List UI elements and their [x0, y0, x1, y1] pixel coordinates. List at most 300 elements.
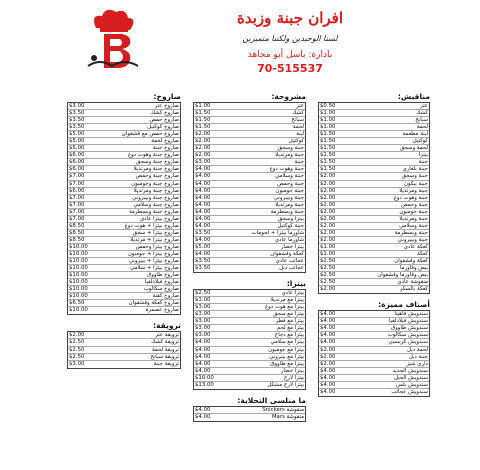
- menu-item-row: [319, 375, 429, 382]
- menu-item-row: [319, 181, 429, 188]
- menu-item-name: صاروخ جبنة ومرتديلا: [133, 166, 179, 173]
- menu-item-name: جبنة وحمص: [401, 201, 428, 208]
- menu-item-row: [319, 195, 429, 202]
- menu-item-row: [319, 216, 429, 223]
- menu-item-name: سبانخ: [291, 117, 304, 124]
- menu-item-row: [68, 258, 180, 265]
- menu-item-price: $4.00: [195, 360, 211, 367]
- menu-item-price: $2.00: [320, 353, 336, 360]
- menu-item-price: $2.00: [320, 346, 336, 353]
- menu-item-price: $2.00: [69, 332, 85, 339]
- menu-item-name: لحمة: [416, 124, 428, 131]
- menu-item-price: $2.50: [69, 353, 85, 360]
- menu-item-name: ترويقة سبانخ: [150, 353, 179, 360]
- menu-item-row: [68, 237, 180, 244]
- menu-item-row: [319, 237, 429, 244]
- menu-column-right: [318, 92, 430, 397]
- menu-item-row: [194, 332, 305, 339]
- menu-item-price: $4.00: [320, 381, 336, 388]
- menu-item-name: بيتزا مع فطر: [275, 318, 304, 325]
- menu-item-name: لحمة وسجق: [400, 145, 428, 152]
- menu-item-row: [319, 117, 429, 124]
- menu-item-row: [319, 318, 429, 325]
- menu-item-name: منقوشة Mars: [271, 413, 304, 420]
- menu-item-row: [319, 347, 429, 354]
- menu-item-row: [319, 389, 429, 396]
- menu-item-name: جبنة ومرتديلا: [399, 215, 428, 222]
- menu-item-row: [68, 307, 180, 314]
- section-table: [67, 102, 181, 315]
- menu-item-price: $4.00: [320, 318, 336, 325]
- menu-item-name: عتر: [420, 103, 428, 109]
- menu-item-row: [194, 230, 305, 237]
- menu-item-price: $4.00: [320, 325, 336, 332]
- brand-header: [195, 8, 385, 76]
- menu-item-price: $1.00: [320, 110, 336, 117]
- menu-item-row: [319, 361, 429, 368]
- menu-item-name: صاروخ جبنة وبيبروني: [132, 194, 179, 201]
- menu-item-price: $2.00: [320, 173, 336, 180]
- menu-item-name: جبنة وسلامي: [399, 222, 428, 229]
- menu-item-row: [68, 216, 180, 223]
- menu-item-price: $2.00: [320, 229, 336, 236]
- menu-item-name: ترويقة عتر: [155, 332, 179, 339]
- menu-item-name: جبنة بلغاري: [402, 166, 428, 173]
- menu-item-name: لحمة: [292, 124, 304, 131]
- chef-hat-logo-icon: [82, 6, 142, 76]
- menu-item-price: $1.50: [320, 159, 336, 166]
- menu-item-name: جبنة وهوت دوغ: [269, 166, 304, 173]
- menu-item-name: جبنة وسجق: [277, 145, 304, 152]
- menu-item-row: [194, 166, 305, 173]
- menu-item-name: صاروخ بيتزا وحمص: [135, 243, 179, 250]
- menu-item-price: $4.00: [195, 208, 211, 215]
- menu-item-name: صاروخ جبنة وسلامي: [133, 201, 179, 208]
- menu-item-row: [319, 279, 429, 286]
- menu-item-name: لبنة: [296, 131, 304, 138]
- menu-item-price: $2.00: [320, 222, 336, 229]
- menu-item-row: [68, 195, 180, 202]
- menu-item-price: $7.00: [69, 194, 85, 201]
- menu-item-row: [68, 152, 180, 159]
- menu-item-name: صاروخ حمص مع قشقوان: [121, 131, 179, 138]
- menu-item-price: $4.00: [195, 353, 211, 360]
- menu-item-price: $3.00: [69, 360, 85, 367]
- menu-item-price: $5.00: [69, 145, 85, 152]
- menu-item-price: $5.00: [69, 131, 85, 138]
- menu-item-name: جبنة وبسطرمة: [270, 208, 304, 215]
- menu-item-name: صاروخ بيتزا + بيبروني: [128, 258, 179, 265]
- menu-item-row: [194, 375, 305, 382]
- menu-item-price: $2.00: [320, 194, 336, 201]
- menu-item-price: $1.50: [320, 138, 336, 145]
- section-title: مناقيش:: [397, 92, 430, 101]
- menu-item-name: بيتزا مع بيبروني: [269, 353, 304, 360]
- menu-item-price: $4.00: [320, 367, 336, 374]
- menu-item-row: [319, 382, 429, 389]
- menu-item-name: صاروخ بيتزا + هوت دوغ: [124, 222, 179, 229]
- menu-item-row: [68, 223, 180, 230]
- menu-item-row: [319, 325, 429, 332]
- menu-item-name: بيتزا لارج مشكل: [267, 381, 304, 388]
- menu-item-price: $1.50: [320, 131, 336, 138]
- menu-item-name: عجائب عادي: [275, 258, 304, 265]
- menu-item-price: $2.50: [320, 279, 336, 286]
- menu-item-price: $10.00: [69, 250, 88, 257]
- menu-item-price: $2.00: [320, 208, 336, 215]
- menu-item-price: $4.00: [195, 236, 211, 243]
- menu-item-name: سندويش بلس: [396, 381, 428, 388]
- menu-item-price: $3.50: [69, 117, 85, 124]
- menu-item-name: بيتزا مع سجق: [273, 311, 304, 318]
- menu-item-name: جبنة بيكون: [403, 180, 428, 187]
- section-title: ترويقة:: [153, 321, 181, 331]
- menu-item-name: صاروخ كفتة: [152, 293, 179, 300]
- menu-item-name: جبنة وسلامي: [275, 173, 304, 180]
- menu-item-row: [194, 209, 305, 216]
- menu-item-name: جبنة جومبون: [399, 208, 428, 215]
- menu-item-row: [68, 209, 180, 216]
- menu-item-name: صاروخ عصمرة: [145, 307, 179, 314]
- menu-item-row: [68, 244, 180, 251]
- menu-item-name: صاروخ بيتزا + مرتديلا: [130, 236, 179, 243]
- menu-item-name: جبنة وسجق: [401, 173, 428, 180]
- menu-item-price: $10.00: [69, 286, 88, 293]
- menu-item-price: $1.50: [320, 152, 336, 159]
- menu-item-row: [194, 237, 305, 244]
- menu-item-price: $4.00: [195, 413, 211, 420]
- section-title: مشروحة:: [271, 92, 306, 101]
- menu-item-row: [194, 173, 305, 180]
- menu-item-row: [68, 251, 180, 258]
- menu-item-price: $7.00: [69, 215, 85, 222]
- menu-item-name: جبنة وبيبروني: [273, 194, 304, 201]
- menu-item-price: $5.00: [195, 243, 211, 250]
- menu-item-row: [194, 138, 305, 145]
- menu-item-row: [194, 244, 305, 251]
- menu-item-price: $2.50: [69, 339, 85, 346]
- menu-item-price: $4.00: [195, 222, 211, 229]
- menu-item-price: $2.50: [320, 272, 336, 279]
- menu-item-name: بيض وقاورما: [399, 265, 428, 272]
- menu-item-row: [68, 230, 180, 237]
- menu-item-row: [194, 159, 305, 166]
- menu-item-row: [68, 138, 180, 145]
- menu-item-row: [194, 110, 305, 117]
- menu-item-row: [194, 382, 305, 389]
- menu-item-row: [319, 188, 429, 195]
- menu-item-name: بيتزا مع مرتديلا: [270, 297, 304, 304]
- menu-item-price: $2.50: [320, 258, 336, 265]
- menu-item-row: [68, 265, 180, 272]
- menu-item-row: [319, 272, 429, 279]
- menu-column-left: [67, 92, 181, 369]
- menu-item-row: [68, 181, 180, 188]
- menu-item-price: $2.00: [320, 215, 336, 222]
- menu-item-name: بيتزا وسجق: [277, 215, 304, 222]
- menu-item-price: $2.50: [195, 290, 211, 297]
- menu-item-row: [319, 311, 429, 318]
- menu-item-name: لبنة مطعمة: [402, 131, 428, 138]
- menu-item-row: [319, 110, 429, 117]
- menu-item-row: [194, 117, 305, 124]
- menu-item-name: صاروخ كوكتيل: [147, 124, 179, 131]
- section-table: [67, 331, 181, 368]
- menu-item-name: صاروخ بيتزا عادي: [139, 215, 179, 222]
- menu-item-row: [194, 325, 305, 332]
- menu-item-row: [194, 311, 305, 318]
- menu-item-price: $2.50: [320, 265, 336, 272]
- brand-slogan: لسنا الوحيدين ولكننا متميزين: [242, 34, 338, 43]
- menu-item-row: [68, 286, 180, 293]
- menu-item-name: صاروخ عتر: [154, 103, 179, 109]
- menu-item-price: $6.00: [69, 166, 85, 173]
- menu-item-row: [68, 339, 180, 346]
- menu-item-row: [194, 223, 305, 230]
- menu-item-price: $8.50: [69, 229, 85, 236]
- menu-item-price: $7.00: [69, 173, 85, 180]
- menu-item-price: $3.50: [195, 258, 211, 265]
- menu-item-row: [194, 251, 305, 258]
- menu-item-row: [319, 152, 429, 159]
- menu-item-row: [319, 138, 429, 145]
- menu-item-name: شاورما بيتزا + لحومات: [251, 229, 304, 236]
- menu-item-price: $4.00: [320, 332, 336, 339]
- menu-item-name: ترويقة كشك: [151, 339, 179, 346]
- menu-item-row: [194, 216, 305, 223]
- menu-item-row: [319, 265, 429, 272]
- section-table: [318, 310, 430, 397]
- menu-item-price: $0.50: [320, 103, 336, 109]
- menu-item-row: [194, 407, 305, 414]
- menu-item-row: [319, 286, 429, 293]
- menu-item-row: [319, 166, 429, 173]
- menu-item-price: $13.00: [195, 381, 214, 388]
- menu-item-name: كعكة بالسكر: [399, 286, 428, 293]
- menu-item-row: [194, 339, 305, 346]
- menu-item-name: جبنة جومبون: [275, 187, 304, 194]
- menu-item-name: بيتزا مع سلامي: [270, 339, 304, 346]
- menu-item-price: $10.00: [69, 279, 88, 286]
- menu-item-price: $10.00: [69, 293, 88, 300]
- menu-item-row: [319, 244, 429, 251]
- menu-item-name: كوكتيل: [412, 138, 428, 145]
- menu-item-price: $3.50: [69, 110, 85, 117]
- menu-item-row: [68, 159, 180, 166]
- menu-item-name: كعكة عادي: [403, 243, 428, 250]
- menu-item-name: سندويش سكالوب: [387, 332, 428, 339]
- menu-item-name: سندويش الجديد: [392, 367, 428, 374]
- section-title: أصناف مميزة:: [378, 300, 430, 310]
- menu-item-row: [194, 195, 305, 202]
- brand-name: افران جبنة وزبدة: [236, 9, 343, 27]
- brand-manager: بادارة: باسل أبو مجاهد: [247, 50, 333, 60]
- menu-item-row: [68, 145, 180, 152]
- menu-item-name: صاروخ جبنة ومرتديلا: [133, 187, 179, 194]
- menu-item-row: [68, 124, 180, 131]
- menu-item-price: $4.00: [195, 406, 211, 413]
- menu-item-row: [319, 124, 429, 131]
- brand-logo: [82, 6, 142, 76]
- menu-item-row: [194, 297, 305, 304]
- menu-item-price: $3.00: [195, 159, 211, 166]
- menu-item-price: $1.00: [195, 103, 211, 109]
- menu-item-price: $1.50: [195, 117, 211, 124]
- menu-item-price: $2.00: [320, 360, 336, 367]
- menu-item-row: [194, 188, 305, 195]
- menu-item-price: $1.50: [320, 145, 336, 152]
- menu-item-price: $10.00: [195, 374, 214, 381]
- menu-item-row: [194, 124, 305, 131]
- menu-item-price: $8.50: [69, 222, 85, 229]
- menu-item-name: بيتزا خضار: [280, 243, 304, 250]
- menu-item-name: ترويقة لحمة: [151, 346, 179, 353]
- menu-item-row: [68, 361, 180, 368]
- menu-item-name: جبنة دبل: [408, 353, 428, 360]
- menu-item-row: [68, 110, 180, 117]
- section-table: [193, 102, 306, 273]
- menu-item-price: $3.00: [195, 325, 211, 332]
- menu-item-price: $7.00: [69, 180, 85, 187]
- menu-item-row: [68, 173, 180, 180]
- menu-item-name: بيتزا مع هوت دوغ: [264, 304, 304, 311]
- menu-item-price: $2.00: [195, 131, 211, 138]
- menu-item-name: سندويش فيلادلفيا: [388, 318, 428, 325]
- menu-item-price: $4.00: [195, 187, 211, 194]
- menu-item-name: سندويش كريسبي: [388, 339, 428, 346]
- menu-item-row: [68, 272, 180, 279]
- menu-item-row: [194, 347, 305, 354]
- menu-item-name: كوكتيل: [288, 138, 304, 145]
- menu-item-price: $2.50: [69, 346, 85, 353]
- menu-item-price: $8.50: [69, 236, 85, 243]
- menu-item-name: جبنة ومرتديلا: [275, 152, 304, 159]
- menu-item-name: كعكة: [416, 250, 428, 257]
- menu-item-name: بيتزا: [418, 152, 428, 159]
- menu-item-price: $3.50: [69, 124, 85, 131]
- menu-item-row: [194, 152, 305, 159]
- menu-item-row: [319, 332, 429, 339]
- menu-item-row: [319, 354, 429, 361]
- menu-item-name: صاروخ سكالوب: [143, 286, 179, 293]
- menu-item-price: $4.00: [195, 201, 211, 208]
- menu-item-row: [194, 304, 305, 311]
- menu-item-name: بيتزا لارج: [283, 374, 304, 381]
- menu-item-name: صاروخ كعكة وقشقوان: [128, 300, 179, 307]
- menu-item-price: $2.00: [195, 138, 211, 145]
- menu-item-price: $3.00: [195, 332, 211, 339]
- menu-item-price: $4.00: [195, 180, 211, 187]
- menu-item-price: $3.00: [195, 297, 211, 304]
- menu-item-price: $7.00: [69, 208, 85, 215]
- menu-item-price: $5.00: [69, 138, 85, 145]
- menu-item-name: صاروخ جبنة: [152, 145, 179, 152]
- menu-item-name: جبنة وحمص: [277, 180, 304, 187]
- menu-item-row: [194, 368, 305, 375]
- menu-item-row: [319, 251, 429, 258]
- menu-item-name: صاروخ جبنة وحمص: [135, 173, 179, 180]
- menu-item-row: [68, 279, 180, 286]
- menu-item-row: [194, 414, 305, 421]
- section-table: [318, 102, 430, 294]
- menu-item-name: كعكة وقشقوان: [394, 258, 428, 265]
- menu-item-price: $2.00: [195, 145, 211, 152]
- menu-item-price: $6.00: [69, 152, 85, 159]
- menu-item-row: [319, 223, 429, 230]
- menu-item-price: $4.00: [320, 388, 336, 395]
- menu-item-price: $3.00: [195, 304, 211, 311]
- menu-item-price: $6.00: [69, 187, 85, 194]
- menu-item-price: $1.00: [320, 124, 336, 131]
- menu-item-name: عتر: [296, 103, 304, 109]
- section-table: [193, 406, 306, 422]
- menu-item-name: صاروخ جبنة وجومبون: [131, 180, 179, 187]
- menu-item-price: $3.50: [195, 229, 211, 236]
- section-title: ما منلسى التحلاية:: [237, 395, 306, 405]
- menu-item-row: [319, 258, 429, 265]
- menu-item-row: [68, 332, 180, 339]
- menu-item-price: $1.00: [320, 117, 336, 124]
- menu-item-name: صاروخ بيتزا + جومبون: [127, 250, 179, 257]
- menu-item-row: [194, 318, 305, 325]
- menu-item-price: $4.00: [320, 374, 336, 381]
- menu-item-row: [194, 103, 305, 110]
- menu-item-row: [68, 300, 180, 307]
- menu-column-middle: [193, 92, 306, 422]
- menu-item-name: كشك: [292, 110, 304, 117]
- menu-item-row: [68, 131, 180, 138]
- menu-item-price: $4.00: [320, 339, 336, 346]
- menu-item-row: [319, 145, 429, 152]
- brand-phone: 70-515537: [257, 62, 323, 75]
- section-title: صاروخ:: [153, 92, 181, 101]
- menu-item-price: $4.00: [195, 339, 211, 346]
- menu-item-price: $1.50: [195, 124, 211, 131]
- section-table: [193, 289, 306, 390]
- menu-item-price: $4.00: [195, 250, 211, 257]
- menu-item-name: صاروخ فيلادلفيا: [144, 279, 179, 286]
- menu-item-name: صاروخ جبنة وسجق: [136, 159, 179, 166]
- menu-item-name: صاروخ جبنة وهوت دوغ: [127, 152, 179, 159]
- menu-item-price: $2.00: [320, 236, 336, 243]
- menu-item-row: [68, 166, 180, 173]
- menu-item-name: سبانخ: [415, 117, 428, 124]
- menu-item-row: [68, 354, 180, 361]
- menu-item-name: بيتزا خضار: [280, 367, 304, 374]
- menu-item-price: $4.00: [195, 215, 211, 222]
- menu-item-price: $4.00: [195, 367, 211, 374]
- menu-item-name: سندويش طاووق: [391, 325, 428, 332]
- menu-item-row: [319, 103, 429, 110]
- menu-item-price: $2.00: [320, 286, 336, 293]
- menu-item-name: ترويقة جبنة: [153, 360, 179, 367]
- menu-item-name: جبنة: [418, 159, 428, 166]
- menu-item-price: $3.00: [195, 318, 211, 325]
- menu-item-row: [68, 188, 180, 195]
- menu-item-price: $10.00: [69, 243, 88, 250]
- menu-item-name: بيتزا مع طاووق: [270, 360, 304, 367]
- menu-item-price: $4.00: [195, 346, 211, 353]
- menu-item-name: لحمة دبل: [407, 346, 428, 353]
- menu-item-row: [68, 103, 180, 110]
- menu-item-name: منقوشة عادي: [397, 279, 428, 286]
- menu-item-price: $2.00: [320, 201, 336, 208]
- menu-item-row: [319, 368, 429, 375]
- menu-item-price: $2.00: [195, 152, 211, 159]
- menu-item-name: بيض وقاورما وقشقوان: [377, 272, 428, 279]
- menu-item-name: جبنة ومرتديلا: [275, 201, 304, 208]
- menu-item-name: صاروخ حمص: [149, 117, 179, 124]
